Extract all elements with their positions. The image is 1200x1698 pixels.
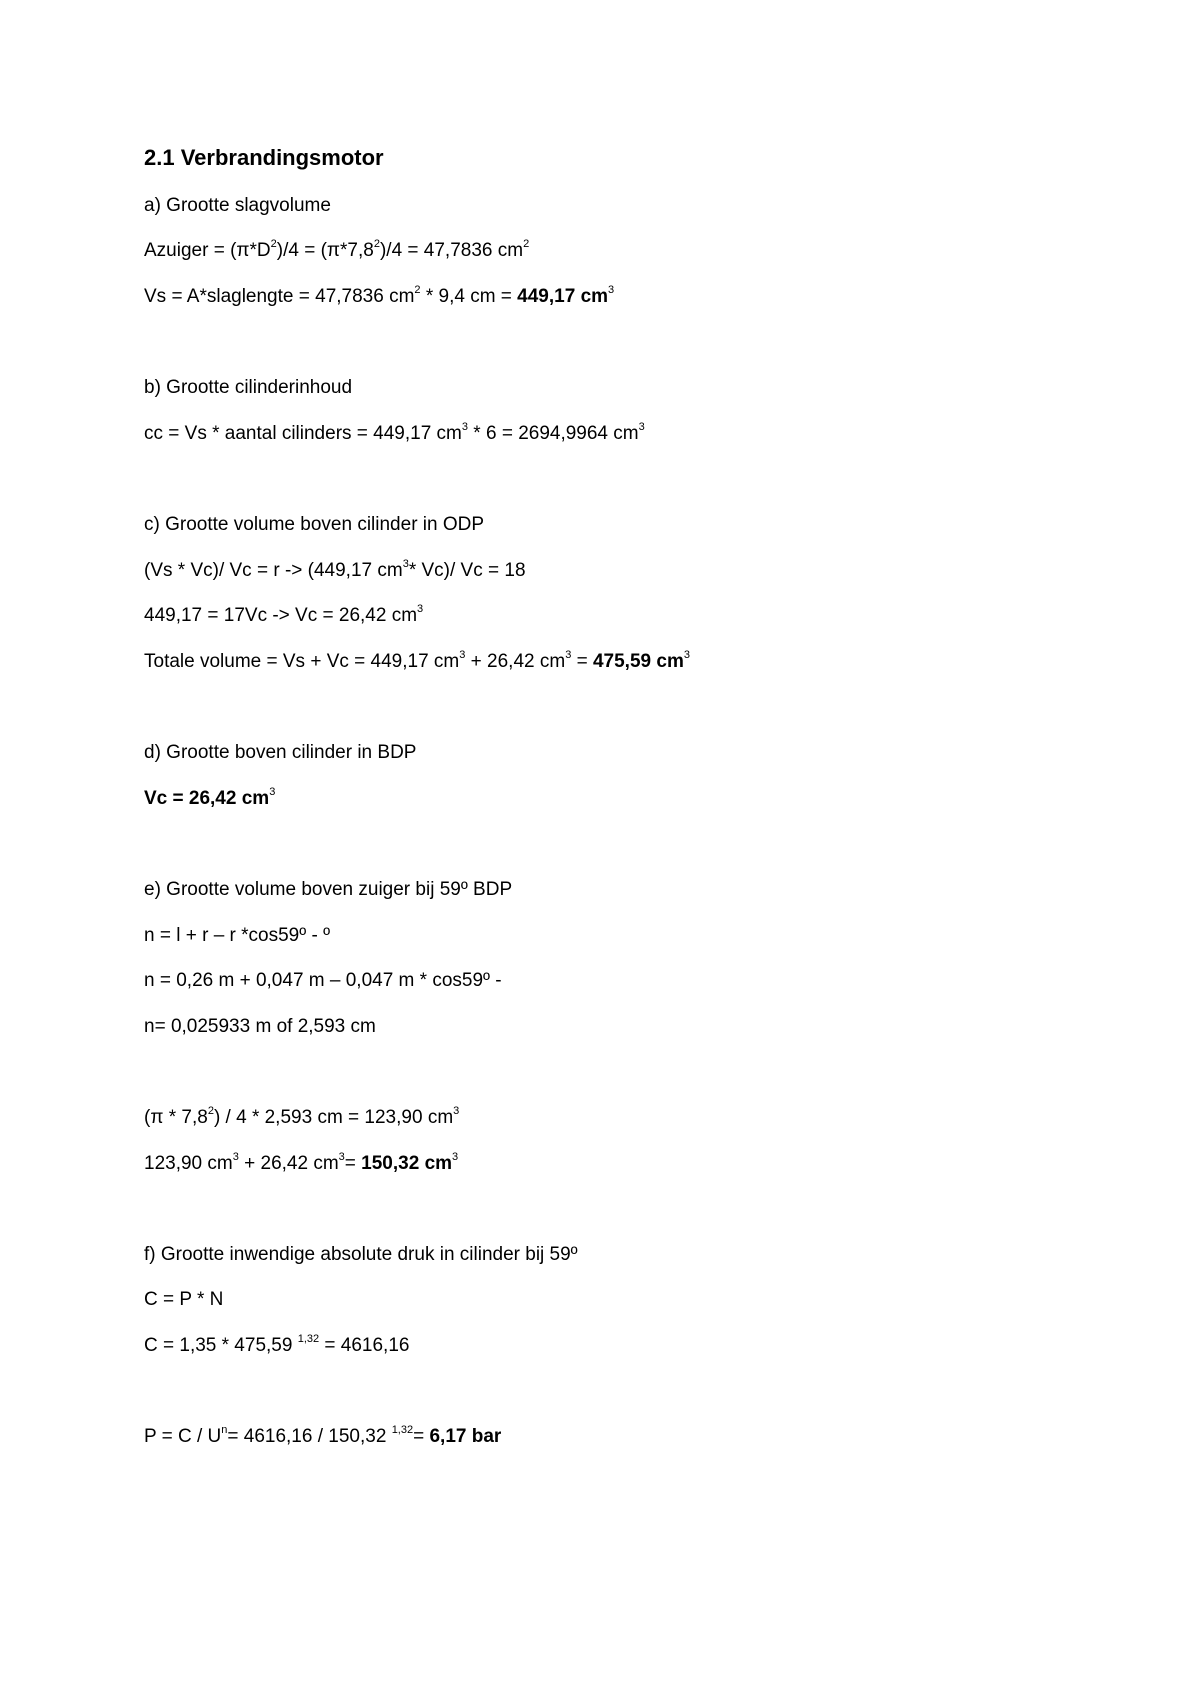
text: )/4 = 47,7836 cm [379, 240, 524, 261]
formula-c-3 [144, 650, 690, 674]
formula-e-2: n = 0,26 m + 0,047 m – 0,047 m * cos59º - [144, 970, 502, 991]
superscript: 3 [402, 557, 409, 570]
superscript: 3 [608, 283, 615, 296]
superscript: 2 [523, 237, 530, 250]
result: 449,17 cm [517, 286, 609, 307]
text: )/4 = (π*7,8 [276, 240, 374, 261]
superscript: 3 [338, 1150, 345, 1163]
text: = 4616,16 [319, 1335, 410, 1356]
result: 6,17 bar [429, 1426, 502, 1447]
superscript: n [221, 1423, 228, 1436]
text: = 4616,16 / 150,32 [227, 1426, 392, 1447]
text: Vs = A*slaglengte = 47,7836 cm [144, 286, 415, 307]
heading-f: f) Grootte inwendige absolute druk in cilinder bij 59º [144, 1244, 578, 1265]
heading-c: c) Grootte volume boven cilinder in ODP [144, 514, 485, 535]
superscript: 3 [459, 648, 466, 661]
formula-f-3 [144, 1425, 501, 1449]
text: 123,90 cm [144, 1153, 233, 1174]
superscript: 3 [638, 420, 645, 433]
superscript: 2 [207, 1104, 214, 1117]
superscript: 3 [683, 648, 690, 661]
text: + 26,42 cm [465, 651, 566, 672]
superscript: 2 [373, 237, 380, 250]
text: Totale volume = Vs + Vc = 449,17 cm [144, 651, 460, 672]
text: * 9,4 cm = [420, 286, 518, 307]
superscript: 3 [565, 648, 572, 661]
formula-f-1: C = P * N [144, 1289, 224, 1310]
text: (π * 7,8 [144, 1107, 208, 1128]
formula-a-volume [144, 285, 614, 309]
text: * 6 = 2694,9964 cm [468, 423, 639, 444]
formula-e-5 [144, 1152, 458, 1176]
text: ) / 4 * 2,593 cm = 123,90 cm [213, 1107, 454, 1128]
formula-e-1: n = l + r – r *cos59º - º [144, 925, 331, 946]
result: Vc = 26,42 cm [144, 788, 270, 809]
text: = [413, 1426, 430, 1447]
text: 449,17 = 17Vc -> Vc = 26,42 cm [144, 605, 418, 626]
result: 150,32 cm [361, 1153, 453, 1174]
superscript: 1,32 [297, 1332, 320, 1345]
formula-b [144, 422, 645, 446]
formula-e-3: n= 0,025933 m of 2,593 cm [144, 1016, 376, 1037]
text: Azuiger = (π*D [144, 240, 271, 261]
text: = [571, 651, 593, 672]
text: C = 1,35 * 475,59 [144, 1335, 298, 1356]
heading-a: a) Grootte slagvolume [144, 195, 331, 216]
superscript: 2 [270, 237, 277, 250]
superscript: 3 [461, 420, 469, 433]
formula-c-2 [144, 604, 423, 628]
heading-b: b) Grootte cilinderinhoud [144, 377, 353, 398]
superscript: 3 [269, 785, 276, 798]
text: cc = Vs * aantal cilinders = 449,17 cm [144, 423, 462, 444]
section-title: 2.1 Verbrandingsmotor [144, 145, 384, 170]
formula-d [144, 787, 275, 811]
text: (Vs * Vc)/ Vc = r -> (449,17 cm [144, 560, 403, 581]
heading-d: d) Grootte boven cilinder in BDP [144, 742, 417, 763]
text: * Vc)/ Vc = 18 [408, 560, 526, 581]
result: 475,59 cm [592, 651, 684, 672]
text: + 26,42 cm [238, 1153, 339, 1174]
document-page [144, 0, 1104, 1698]
superscript: 3 [232, 1150, 239, 1163]
formula-f-2 [144, 1334, 409, 1358]
formula-e-4 [144, 1106, 459, 1130]
text: P = C / U [144, 1426, 222, 1447]
heading-e: e) Grootte volume boven zuiger bij 59º BDP [144, 879, 513, 900]
superscript: 1,32 [391, 1423, 414, 1436]
formula-c-1 [144, 559, 526, 583]
superscript: 3 [452, 1150, 459, 1163]
superscript: 3 [453, 1104, 460, 1117]
superscript: 2 [414, 283, 421, 296]
text: = [344, 1153, 362, 1174]
superscript: 3 [417, 602, 424, 615]
formula-a-area [144, 239, 529, 263]
